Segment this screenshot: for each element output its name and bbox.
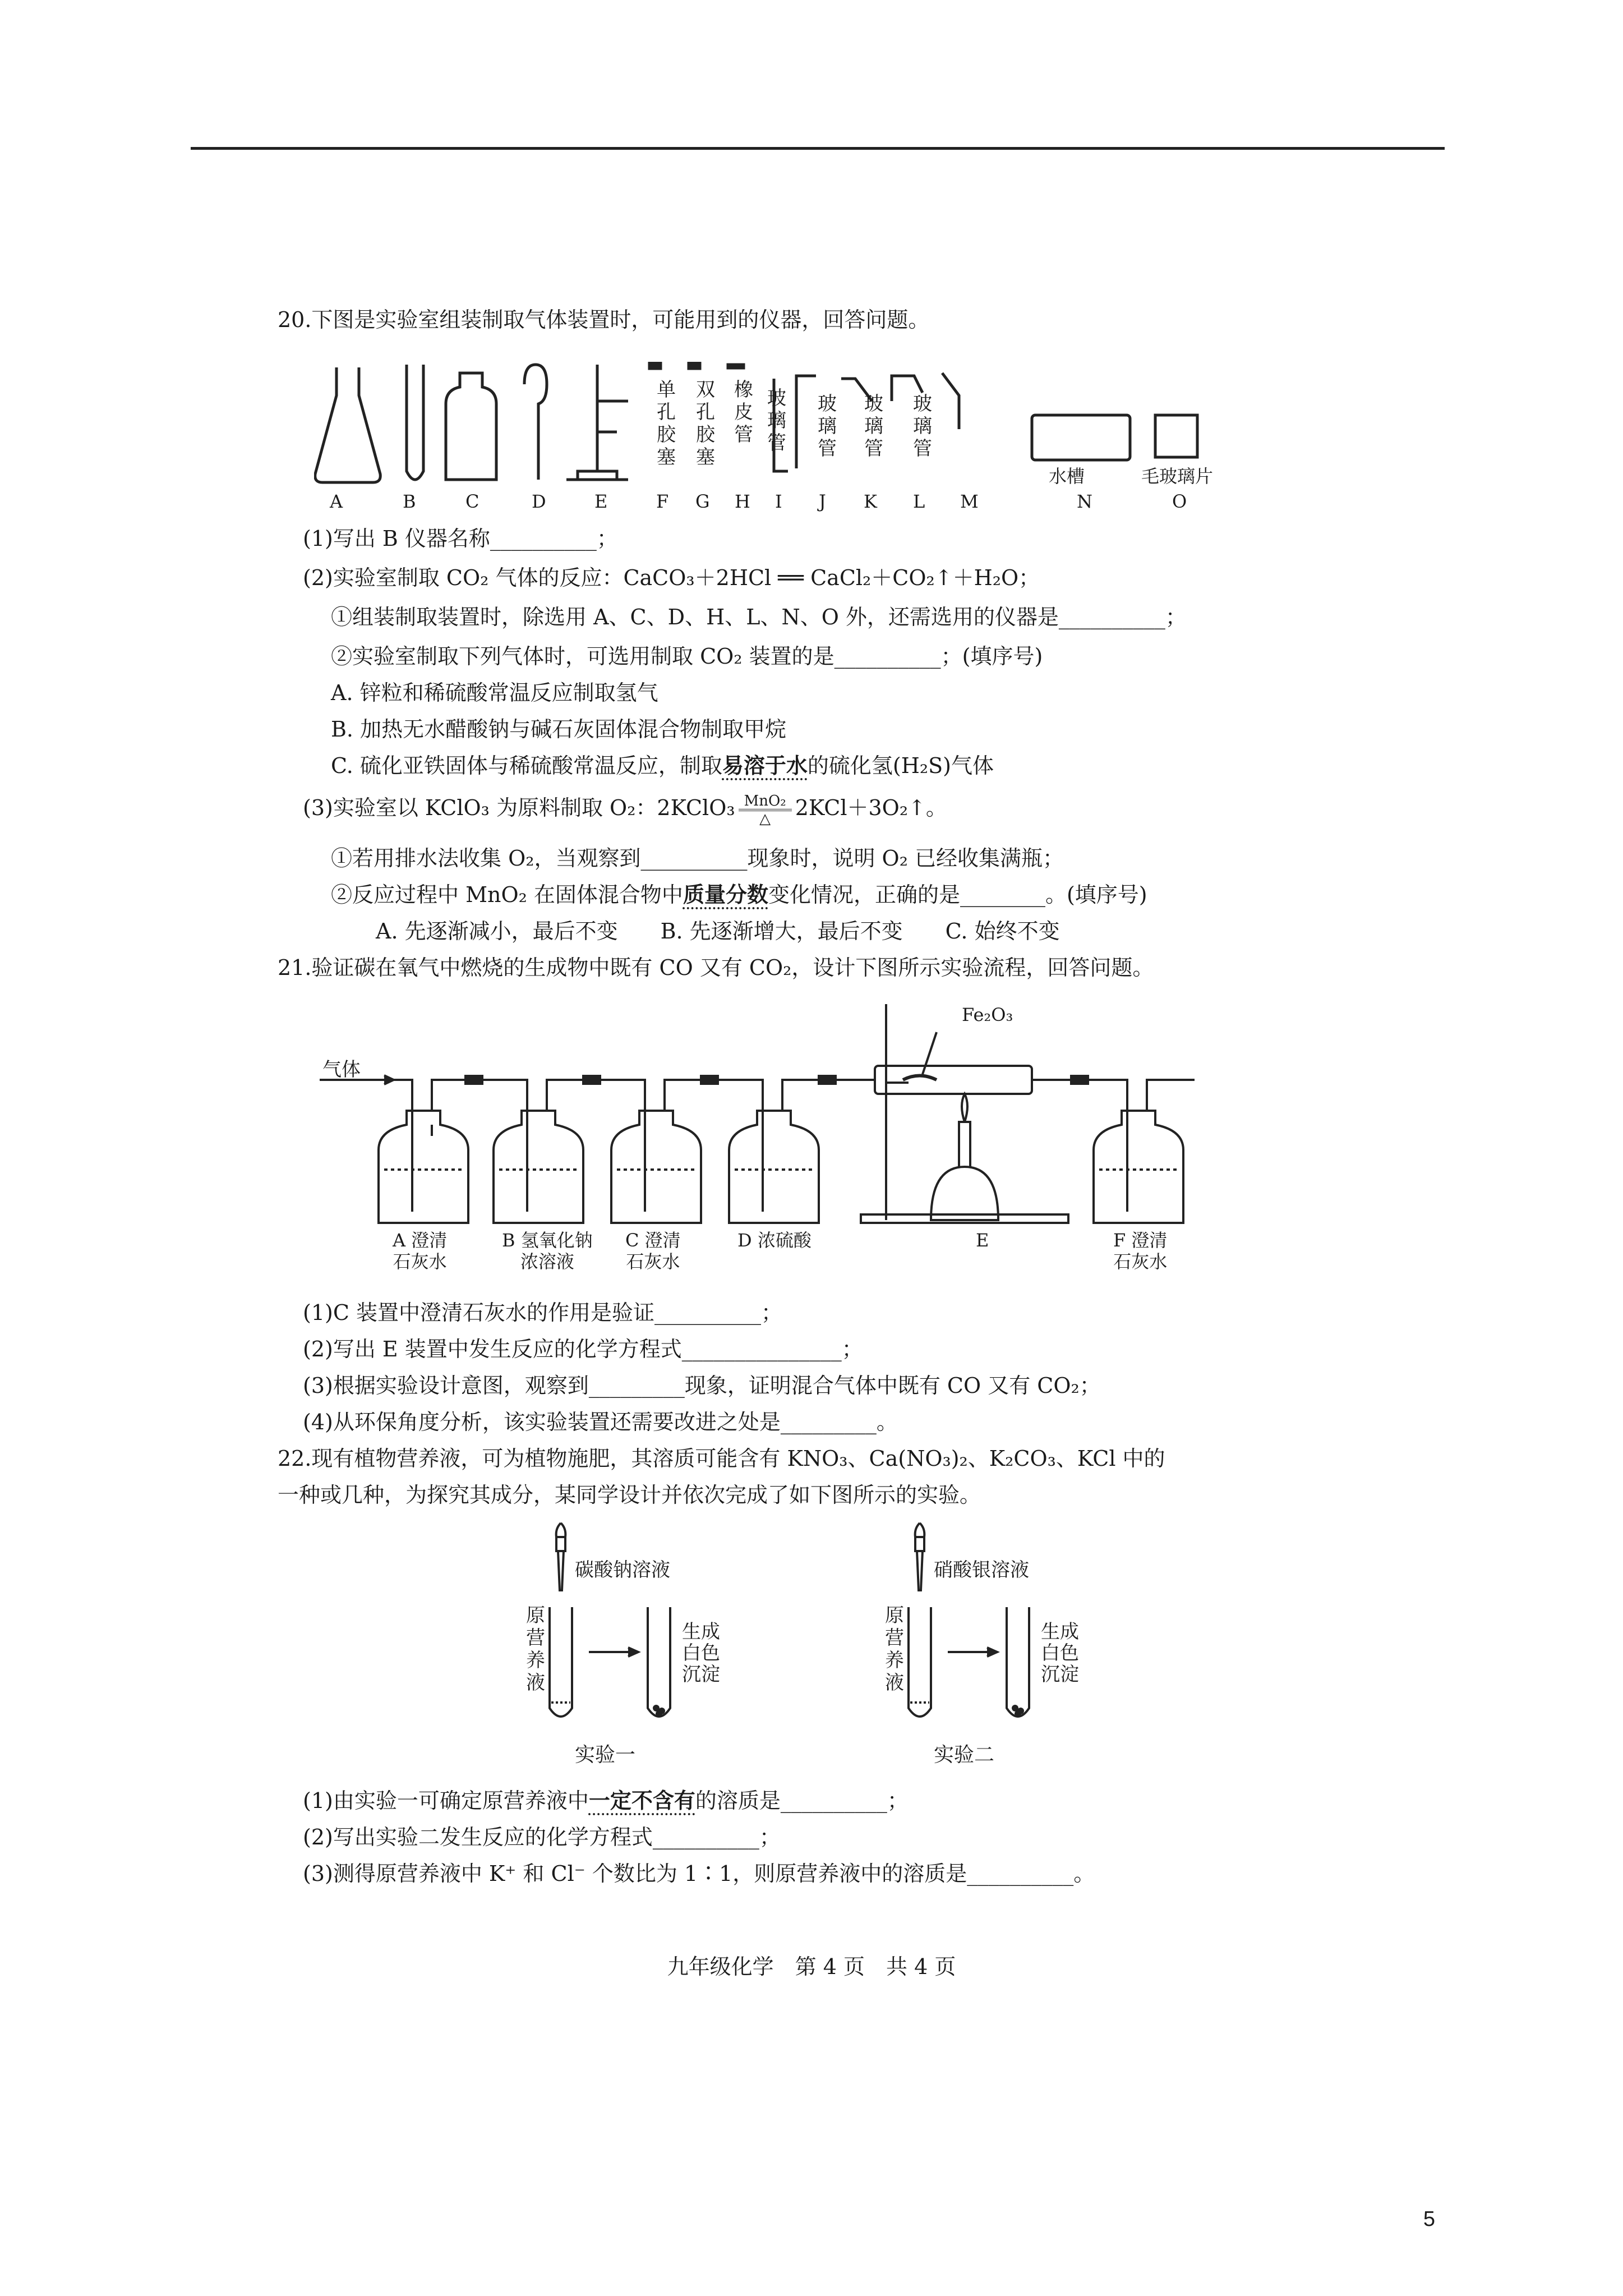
q20-part3b-post: 变化情况，正确的是________。(填序号) bbox=[768, 882, 1147, 907]
q20-part2: (2)实验室制取 CO₂ 气体的反应：CaCO₃＋2HCl ══ CaCl₂＋CO₂↑＋H₂O； bbox=[303, 565, 1040, 590]
q20-option-b: B. 加热无水醋酸钠与碱石灰固体混合物制取甲烷 bbox=[331, 717, 787, 742]
letter-l: L bbox=[913, 491, 925, 512]
glass-tube-bent-j-icon bbox=[796, 376, 816, 468]
reagent-2-label: 硝酸银溶液 bbox=[934, 1559, 1029, 1581]
dropper-1-icon bbox=[556, 1523, 566, 1590]
q20-part3-options: A. 先逐渐减小，最后不变 B. 先逐渐增大，最后不变 C. 始终不变 bbox=[376, 919, 1060, 944]
q20-part2b: ②实验室制取下列气体时，可选用制取 CO₂ 装置的是__________；(填序号) bbox=[331, 644, 1043, 669]
letter-e: E bbox=[594, 491, 608, 512]
iron-stand-icon bbox=[566, 365, 628, 480]
bottle-d-label bbox=[737, 1230, 811, 1251]
q20-option-c-pre: C. 硫化亚铁固体与稀硫酸常温反应，制取 bbox=[331, 753, 722, 778]
label-l: 玻璃管 bbox=[913, 393, 932, 460]
q22-part1-pre: (1)由实验一可确定原营养液中 bbox=[303, 1788, 589, 1813]
tube-2-after-icon bbox=[1007, 1607, 1029, 1717]
bottle-e-label bbox=[976, 1230, 989, 1251]
letter-a: A bbox=[330, 491, 343, 512]
q20-option-c-emph: 易溶于水 bbox=[722, 753, 808, 778]
tube-1-before-icon bbox=[550, 1607, 572, 1717]
fe2o3-label: Fe₂O₃ bbox=[962, 1004, 1013, 1025]
two-hole-stopper-icon bbox=[689, 363, 700, 369]
orig-solution-2-label: 原营养液 bbox=[885, 1604, 904, 1694]
letter-b: B bbox=[403, 491, 416, 512]
catalyst-label: MnO₂ bbox=[739, 793, 792, 811]
dropper-2-icon bbox=[915, 1523, 925, 1590]
conical-flask-icon bbox=[315, 367, 380, 482]
bottle-b-icon bbox=[494, 1111, 583, 1223]
bottle-f-label-1: F 澄清 bbox=[1113, 1230, 1168, 1251]
bottle-f-icon bbox=[1094, 1111, 1183, 1223]
q21-part1: (1)C 装置中澄清石灰水的作用是验证__________； bbox=[303, 1300, 782, 1325]
q20-part3b bbox=[331, 878, 1147, 912]
q21-part3: (3)根据实验设计意图，观察到_________现象，证明混合气体中既有 CO 又有 CO₂； bbox=[303, 1373, 1101, 1398]
experiment-2-caption: 实验二 bbox=[934, 1743, 995, 1766]
reaction-condition bbox=[739, 793, 792, 827]
experiment-1-caption: 实验一 bbox=[575, 1743, 636, 1766]
label-h: 橡皮管 bbox=[734, 379, 753, 446]
heat-label: △ bbox=[759, 810, 771, 827]
bottle-a-label-2: 石灰水 bbox=[393, 1251, 447, 1272]
q21-stem: 21.验证碳在氧气中燃烧的生成物中既有 CO 又有 CO₂，设计下图所示实验流程，回答问题。 bbox=[278, 955, 1154, 980]
test-tube-icon bbox=[407, 365, 423, 480]
page-footer: 九年级化学 第 4 页 共 4 页 bbox=[667, 1954, 956, 1979]
glass-plate-icon bbox=[1155, 415, 1197, 457]
reagent-1-label: 碳酸钠溶液 bbox=[575, 1559, 670, 1581]
label-g: 双孔胶塞 bbox=[696, 379, 715, 468]
one-hole-stopper-icon bbox=[649, 363, 661, 369]
bottle-e-label-1: E bbox=[976, 1230, 989, 1251]
letter-c: C bbox=[465, 491, 479, 512]
q20-part3 bbox=[303, 791, 947, 827]
bottle-b-label-1: B 氢氧化钠 bbox=[502, 1230, 593, 1251]
orig-solution-1-label: 原营养液 bbox=[526, 1604, 545, 1694]
result-1-label: 生成白色沉淀 bbox=[682, 1621, 720, 1686]
q20-part3-pre: (3)实验室以 KClO₃ 为原料制取 O₂：2KClO₃ bbox=[303, 795, 735, 820]
letter-g: G bbox=[695, 491, 710, 512]
label-k: 玻璃管 bbox=[864, 393, 883, 460]
q22-part2: (2)写出实验二发生反应的化学方程式__________； bbox=[303, 1825, 781, 1849]
q20-part3b-emph: 质量分数 bbox=[683, 882, 768, 907]
reagent-bottle-icon bbox=[446, 373, 496, 480]
water-trough-icon bbox=[1032, 415, 1130, 460]
q20-option-c bbox=[331, 749, 994, 783]
q20-option-c-post: 的硫化氢(H₂S)气体 bbox=[807, 753, 994, 778]
iron-stand-e-icon bbox=[861, 1004, 1068, 1223]
bottle-a-icon bbox=[379, 1111, 468, 1223]
bottle-d-label-1: D 浓硫酸 bbox=[737, 1230, 811, 1251]
label-j: 玻璃管 bbox=[818, 393, 837, 460]
q22-stem-2: 一种或几种，为探究其成分，某同学设计并依次完成了如下图所示的实验。 bbox=[278, 1483, 981, 1507]
q20-option-a: A. 锌粒和稀硫酸常温反应制取氢气 bbox=[331, 680, 658, 705]
result-2-label: 生成白色沉淀 bbox=[1041, 1621, 1079, 1686]
q20-part3a: ①若用排水法收集 O₂，当观察到__________现象时，说明 O₂ 已经收集满瓶； bbox=[331, 846, 1064, 871]
q21-apparatus-figure bbox=[314, 999, 1211, 1234]
bottle-b-label bbox=[502, 1230, 593, 1272]
bottle-f-label-2: 石灰水 bbox=[1113, 1251, 1168, 1272]
glass-tube-bent-m-icon bbox=[942, 373, 959, 429]
long-funnel-icon bbox=[524, 365, 547, 480]
q20-part1: (1)写出 B 仪器名称__________； bbox=[303, 526, 618, 551]
letter-f: F bbox=[656, 491, 669, 512]
q22-part1 bbox=[303, 1784, 909, 1818]
bottle-a-label bbox=[393, 1230, 447, 1272]
page-number: 5 bbox=[1423, 2207, 1435, 2231]
letter-d: D bbox=[532, 491, 546, 512]
q20-part2a: ①组装制取装置时，除选用 A、C、D、H、L、N、O 外，还需选用的仪器是__________； bbox=[331, 605, 1187, 629]
bottle-b-label-2: 浓溶液 bbox=[520, 1251, 574, 1272]
label-o-text: 毛玻璃片 bbox=[1141, 466, 1214, 487]
bottle-a-label-1: A 澄清 bbox=[393, 1230, 448, 1251]
letter-n: N bbox=[1077, 491, 1092, 512]
q20-stem: 20.下图是实验室组装制取气体装置时，可能用到的仪器，回答问题。 bbox=[278, 307, 930, 332]
q22-part3: (3)测得原营养液中 K⁺ 和 Cl⁻ 个数比为 1∶1，则原营养液中的溶质是__________。 bbox=[303, 1861, 1095, 1886]
bottle-c-icon bbox=[611, 1111, 701, 1223]
alcohol-lamp-icon bbox=[931, 1094, 998, 1220]
letter-i: I bbox=[775, 491, 782, 512]
q20-part3-post: 2KCl＋3O₂↑。 bbox=[795, 795, 947, 820]
q21-part2: (2)写出 E 装置中发生反应的化学方程式_______________； bbox=[303, 1337, 863, 1361]
label-n-text: 水槽 bbox=[1049, 466, 1085, 487]
bottle-c-label-1: C 澄清 bbox=[625, 1230, 681, 1251]
combustion-tube-icon bbox=[875, 1066, 1032, 1094]
letter-j: J bbox=[819, 491, 826, 512]
q22-part1-emph: 一定不含有 bbox=[588, 1788, 695, 1813]
bottle-c-label bbox=[625, 1230, 681, 1272]
header-rule bbox=[191, 147, 1445, 150]
q21-part4: (4)从环保角度分析，该实验装置还需要改进之处是_________。 bbox=[303, 1410, 898, 1434]
bottle-f-label bbox=[1113, 1230, 1167, 1272]
label-i: 玻璃管 bbox=[767, 387, 786, 454]
letter-m: M bbox=[960, 491, 979, 512]
letter-o: O bbox=[1172, 491, 1187, 512]
bottle-d-icon bbox=[729, 1111, 819, 1223]
rubber-tube-icon bbox=[728, 365, 744, 368]
bottle-c-label-2: 石灰水 bbox=[626, 1251, 680, 1272]
q22-stem-1: 22.现有植物营养液，可为植物施肥，其溶质可能含有 KNO₃、Ca(NO₃)₂、K₂CO₃、KCl 中的 bbox=[278, 1446, 1165, 1471]
tube-1-after-icon bbox=[648, 1607, 670, 1717]
tube-2-before-icon bbox=[909, 1607, 931, 1717]
q22-part1-post: 的溶质是__________； bbox=[695, 1788, 909, 1813]
label-f: 单孔胶塞 bbox=[657, 379, 676, 468]
q20-part3b-pre: ②反应过程中 MnO₂ 在固体混合物中 bbox=[331, 882, 683, 907]
gas-label: 气体 bbox=[322, 1059, 361, 1081]
letter-h: H bbox=[735, 491, 750, 512]
letter-k: K bbox=[864, 491, 877, 512]
